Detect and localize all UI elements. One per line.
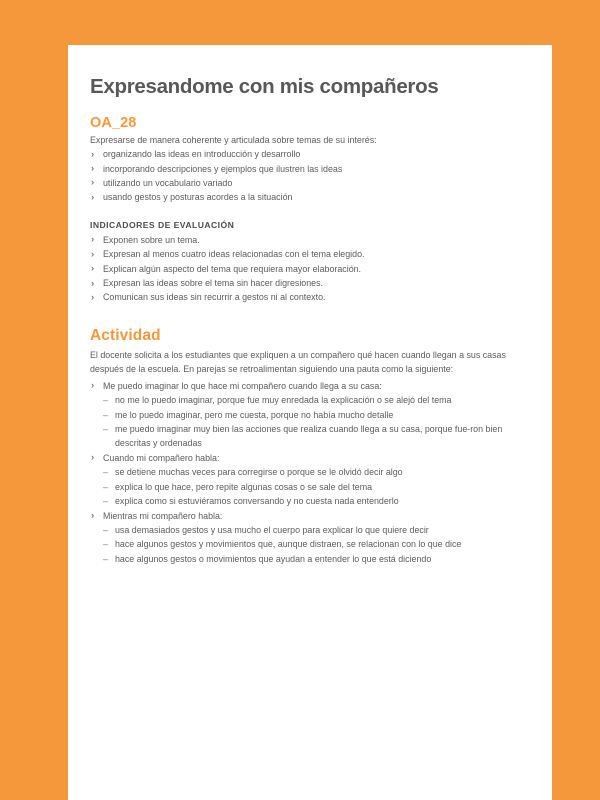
list-item-label: Expresan las ideas sobre el tema sin hacer digresiones. xyxy=(103,278,324,289)
actividad-option-list xyxy=(90,523,524,566)
actividad-option-list xyxy=(90,465,524,508)
list-item xyxy=(103,408,524,422)
list-item xyxy=(103,480,524,494)
chevron-icon: › xyxy=(91,380,95,392)
list-item-label: organizando las ideas en introducción y desarrollo xyxy=(103,149,301,160)
list-item-label: usando gestos y posturas acordes a la situación xyxy=(103,192,293,203)
list-item xyxy=(90,190,524,204)
list-item-label: hace algunos gestos o movimientos que ayudan a entender lo que está diciendo xyxy=(115,553,432,564)
dash-icon: – xyxy=(103,524,108,535)
indicadores-heading: INDICADORES DE EVALUACIÓN xyxy=(90,219,235,230)
list-item-label: no me lo puedo imaginar, porque fue muy enredada la explicación o se alejó del tema xyxy=(115,395,452,406)
list-item xyxy=(90,147,524,161)
chevron-icon: › xyxy=(91,291,95,303)
list-item xyxy=(103,552,524,566)
list-item-label: Comunican sus ideas sin recurrir a gestos ni al contexto. xyxy=(103,292,326,303)
list-item xyxy=(103,523,524,537)
indicadores-list xyxy=(90,233,524,305)
chevron-icon: › xyxy=(91,510,95,522)
chevron-icon: › xyxy=(91,452,95,464)
actividad-intro-text: El docente solicita a los estudiantes que expliquen a un compañero qué hacen cuando llegan a sus casas después de la escuela. En parejas se retroalimentan siguiendo una pauta como la siguiente: xyxy=(90,349,506,375)
list-item xyxy=(103,494,524,508)
list-item-label: Explican algún aspecto del tema que requiera mayor elaboración. xyxy=(103,263,362,274)
dash-icon: – xyxy=(103,481,108,492)
spacer xyxy=(90,205,524,220)
list-item-label: Expresan al menos cuatro ideas relacionadas con el tema elegido. xyxy=(103,249,365,260)
list-item-label: Exponen sobre un tema. xyxy=(103,234,200,245)
list-item-label: Mientras mi compañero habla: xyxy=(103,510,223,521)
list-item xyxy=(90,379,524,393)
chevron-icon: › xyxy=(91,191,95,203)
list-item-label: utilizando un vocabulario variado xyxy=(103,177,233,188)
dash-icon: – xyxy=(103,467,108,478)
list-item xyxy=(90,276,524,290)
list-item xyxy=(103,422,524,451)
spacer xyxy=(90,305,524,327)
dash-icon: – xyxy=(103,409,108,420)
dash-icon: – xyxy=(103,539,108,550)
list-item-label: usa demasiados gestos y usa mucho el cuerpo para explicar lo que quiere decir xyxy=(115,524,429,535)
chevron-icon: › xyxy=(91,248,95,260)
list-item xyxy=(90,176,524,190)
dash-icon: – xyxy=(103,496,108,507)
list-item-label: me puedo imaginar muy bien las acciones que realiza cuando llega a su casa, porque fue-ron bien descritas y ordenadas xyxy=(115,424,503,449)
list-item xyxy=(90,233,524,247)
chevron-icon: › xyxy=(91,177,95,189)
list-item xyxy=(103,537,524,551)
chevron-icon: › xyxy=(91,234,95,246)
list-item xyxy=(103,465,524,479)
chevron-icon: › xyxy=(91,148,95,160)
page-title: Expresandome con mis compañeros xyxy=(90,75,439,98)
dash-icon: – xyxy=(103,424,108,434)
oa-code-heading: OA_28 xyxy=(90,114,137,131)
dash-icon: – xyxy=(103,553,108,564)
list-item-label: Cuando mi compañero habla: xyxy=(103,452,220,463)
list-item-label: me lo puedo imaginar, pero me cuesta, porque no había mucho detalle xyxy=(115,409,394,420)
list-item xyxy=(103,393,524,407)
list-item-label: hace algunos gestos y movimientos que, aunque distraen, se relacionan con lo que dice xyxy=(115,539,462,550)
chevron-icon: › xyxy=(91,277,95,289)
dash-icon: – xyxy=(103,395,108,406)
list-item xyxy=(90,247,524,261)
list-item-label: Me puedo imaginar lo que hace mi compañero cuando llega a su casa: xyxy=(103,380,382,391)
list-item xyxy=(90,451,524,465)
list-item-label: se detiene muchas veces para corregirse o porque se le olvidó decir algo xyxy=(115,467,403,478)
document-page xyxy=(68,45,552,800)
list-item xyxy=(90,262,524,276)
oa-objectives-list xyxy=(90,147,524,205)
list-item xyxy=(90,509,524,523)
list-item xyxy=(90,162,524,176)
list-item-label: incorporando descripciones y ejemplos que ilustren las ideas xyxy=(103,163,343,174)
list-item-label: explica como si estuviéramos conversando y no cuesta nada entenderlo xyxy=(115,496,399,507)
oa-intro-text: Expresarse de manera coherente y articulada sobre temas de su interés: xyxy=(90,134,377,145)
list-item xyxy=(90,290,524,304)
chevron-icon: › xyxy=(91,263,95,275)
actividad-heading: Actividad xyxy=(90,326,161,344)
chevron-icon: › xyxy=(91,163,95,175)
actividad-option-list xyxy=(90,393,524,451)
actividad-group-list xyxy=(90,379,524,566)
list-item-label: explica lo que hace, pero repite algunas cosas o se sale del tema xyxy=(115,481,373,492)
